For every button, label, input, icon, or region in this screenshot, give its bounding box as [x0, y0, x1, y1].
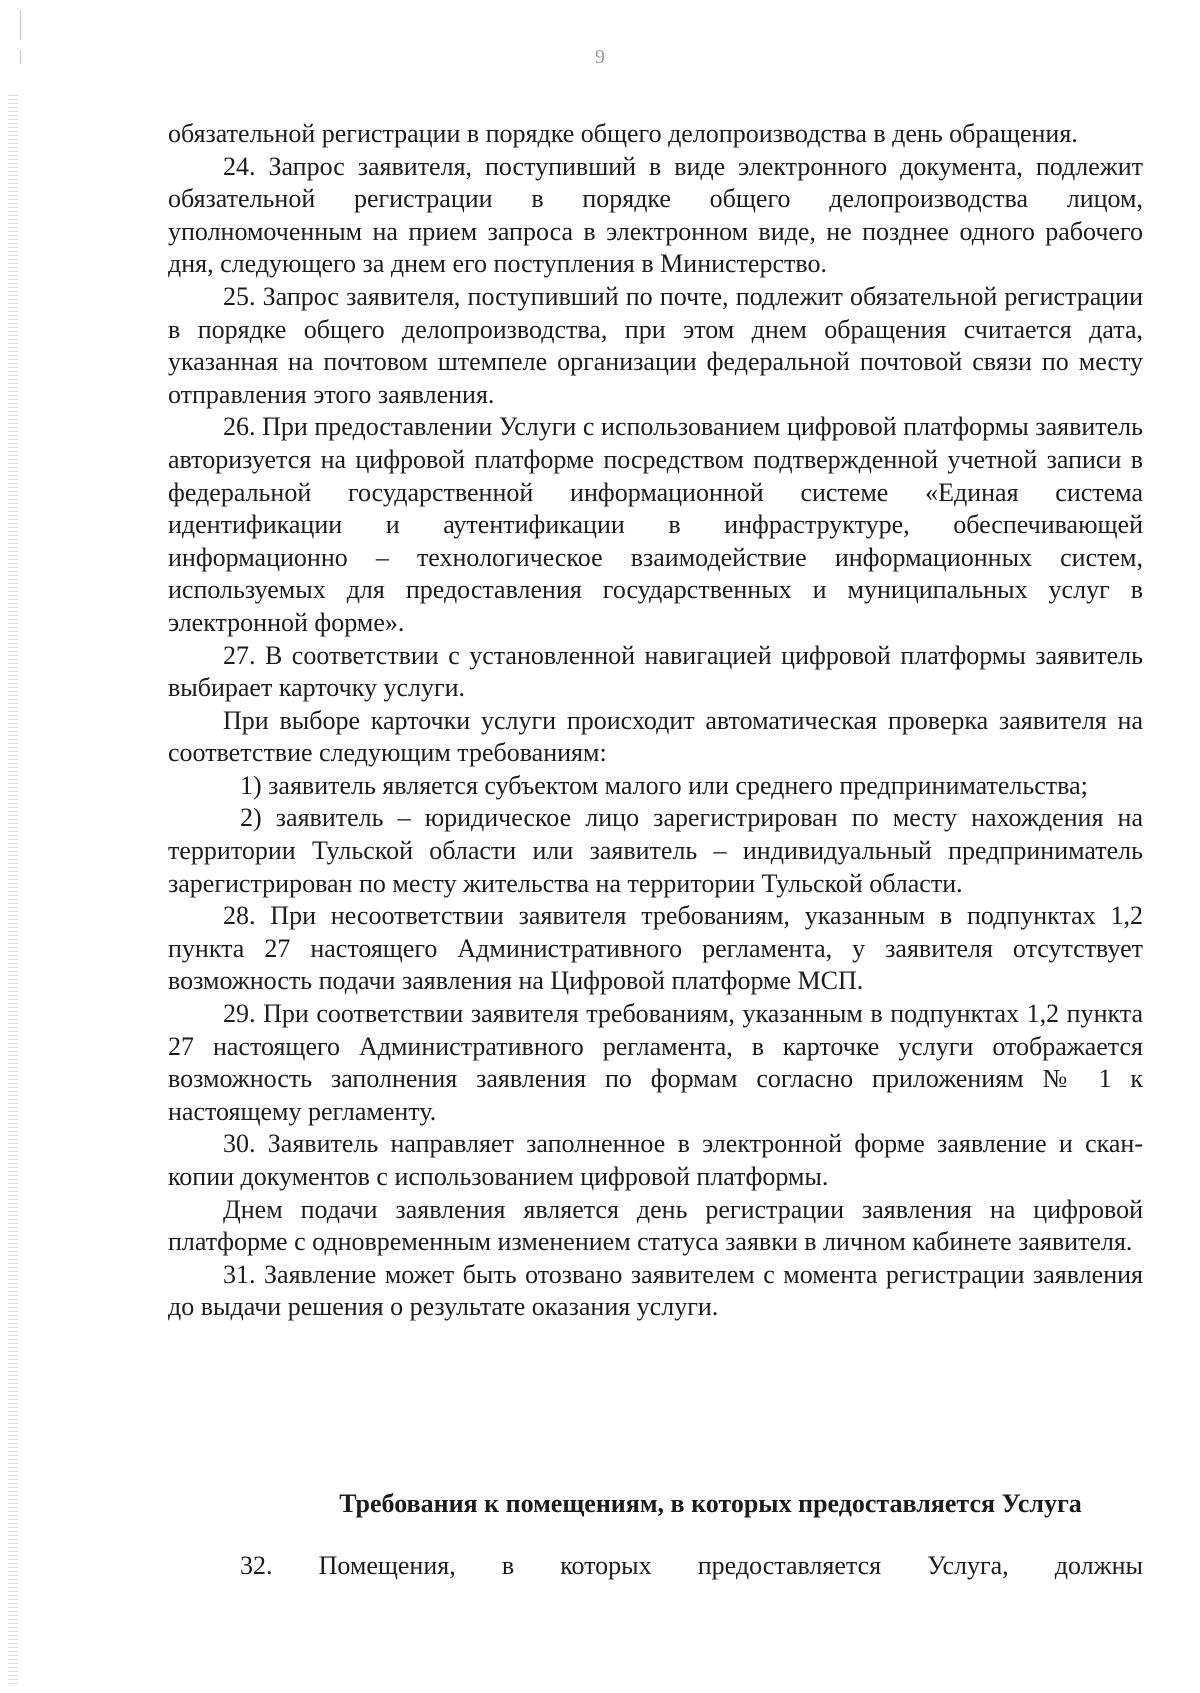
- paragraph-27-item-1: 1) заявитель является субъектом малого или среднего предпринимательства;: [240, 770, 1088, 800]
- page-number: 9: [595, 46, 605, 68]
- document-body: [168, 118, 1143, 1324]
- paragraph-27-item-2: 2) заявитель – юридическое лицо зарегистрирован по месту нахождения на территории Тульской области или заявитель – индивидуальный предприниматель зарегистрирован по месту жительства на территории Тульской области.: [168, 803, 1143, 898]
- paragraph-30: 30. Заявитель направляет заполненное в электронной форме заявление и скан-копии документов с использованием цифровой платформы.: [168, 1129, 1143, 1191]
- paragraph-29: 29. При соответствии заявителя требованиям, указанным в подпунктах 1,2 пункта 27 настоящего Административного регламента, в карточке услуги отображается возможность заполнения заявления по формам согласно приложениям № 1 к настоящему регламенту.: [168, 999, 1143, 1126]
- paragraph-25: 25. Запрос заявителя, поступивший по почте, подлежит обязательной регистрации в порядке общего делопроизводства, при этом днем обращения считается дата, указанная на почтовом штемпеле организации федеральной почтовой связи по месту отправления этого заявления.: [168, 281, 1143, 409]
- paragraph-27-check: При выборе карточки услуги происходит автоматическая проверка заявителя на соответствие следующим требованиям:: [168, 705, 1143, 768]
- paragraph-31: 31. Заявление может быть отозвано заявителем с момента регистрации заявления до выдачи решения о результате оказания услуги.: [168, 1259, 1143, 1322]
- paragraph-24: 24. Запрос заявителя, поступивший в виде электронного документа, подлежит обязательной регистрации в порядке общего делопроизводства лицом, уполномоченным на прием запроса в электронном виде, не позднее одного рабочего дня, следующего за днем его поступления в Министерство.: [168, 151, 1143, 279]
- section-heading: Требования к помещениям, в которых предоставляется Услуга: [339, 1489, 1082, 1518]
- paragraph-continuation: обязательной регистрации в порядке общего делопроизводства в день обращения.: [168, 119, 1078, 148]
- paragraph-28: 28. При несоответствии заявителя требованиям, указанным в подпунктах 1,2 пункта 27 настоящего Административного регламента, у заявителя отсутствует возможность подачи заявления на Цифровой платформе МСП.: [168, 901, 1143, 996]
- paragraph-26: 26. При предоставлении Услуги с использованием цифровой платформы заявитель авторизуется на цифровой платформе посредством подтвержденной учетной записи в федеральной государственной информационной системе «Единая система идентификации и аутентификации в инфраструктуре, обеспечивающей информационно – технологическое взаимодействие информационных систем, используемых для предоставления государственных и муниципальных услуг в электронной форме».: [168, 412, 1143, 637]
- scan-edge-artifact: [8, 95, 18, 1685]
- paragraph-30-submission-day: Днем подачи заявления является день регистрации заявления на цифровой платформе с одновременным изменением статуса заявки в личном кабинете заявителя.: [168, 1194, 1143, 1257]
- paragraph-27: 27. В соответствии с установленной навигацией цифровой платформы заявитель выбирает карточку услуги.: [168, 640, 1143, 703]
- paragraph-32-start: 32. Помещения, в которых предоставляется Услуга, должны: [240, 1551, 1143, 1580]
- scan-tick-artifact: [20, 10, 21, 40]
